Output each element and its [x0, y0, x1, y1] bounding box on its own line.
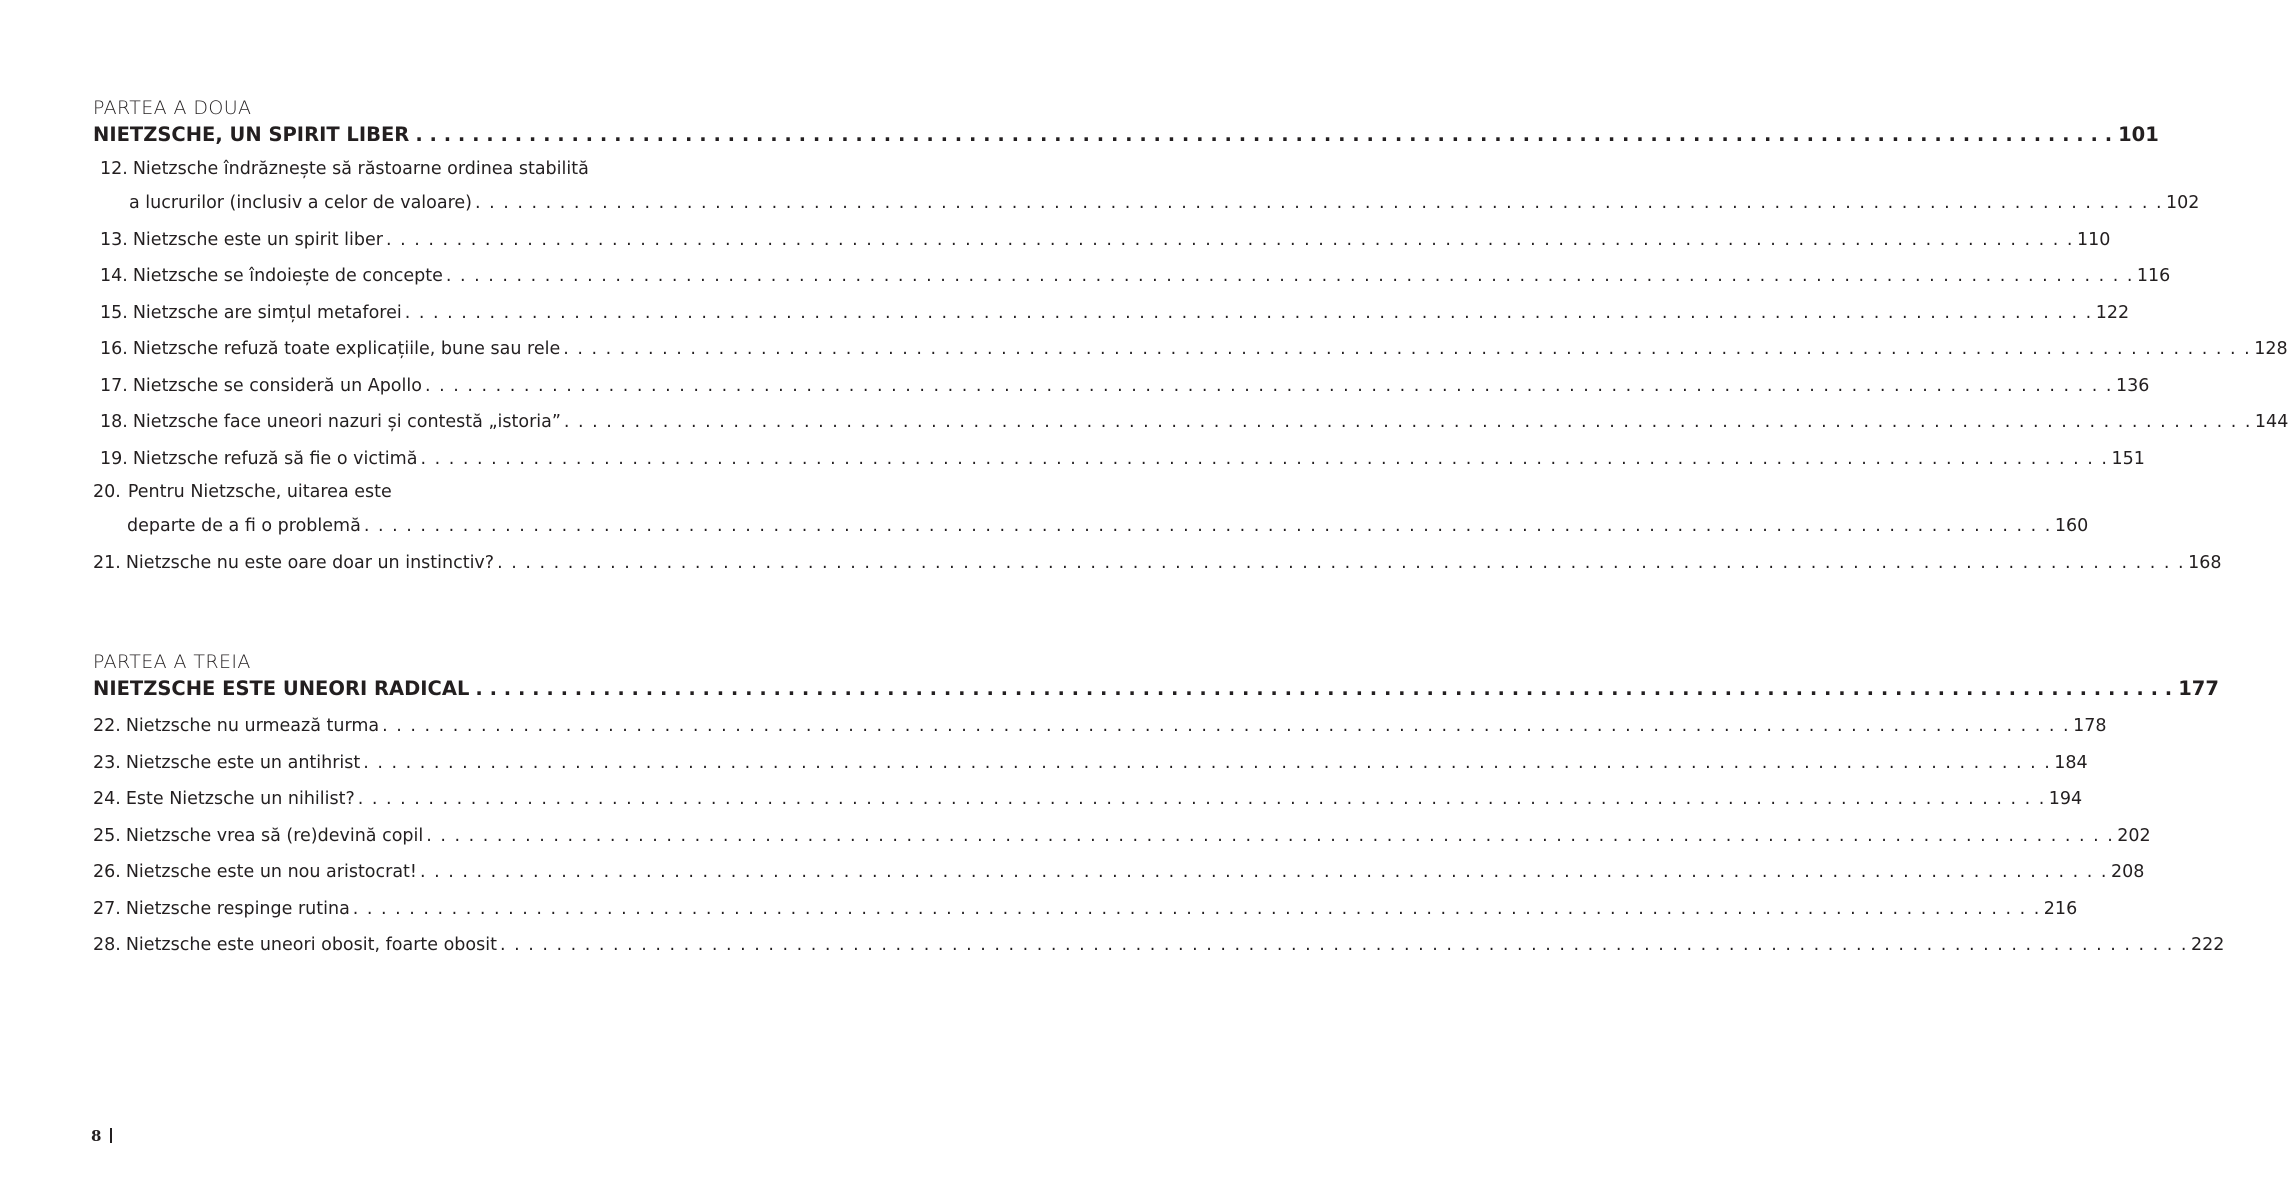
entry-title: Nietzsche face uneori nazuri și contestă „istoria”	[132, 412, 561, 432]
toc-entry-27	[93, 891, 2078, 928]
dot-leader: . . . . . . . . . . . . . . . . . . . . . . . . . . . . . . . . . . . . . . . . . . . . . . . . . . . . . . . . . . . . . . . . . . . . . . . . . . . . . . . . . . . . . . . . . . . . . . . . . . . . . . . . . . . . . . . . . . . . . . . .	[475, 677, 2173, 700]
dot-leader: . . . . . . . . . . . . . . . . . . . . . . . . . . . . . . . . . . . . . . . . . . . . . . . . . . . . . . . . . . . . . . . . . . . . . . . . . . . . . . . . . . . . . . . . . . . . . . . . . . . . . . . . . . . . . . . . . . . . . . . .	[415, 123, 2113, 146]
entry-number: 16.	[100, 339, 128, 359]
toc-entry-14	[93, 258, 2171, 295]
entry-number: 18.	[100, 412, 128, 432]
entry-title: Nietzsche respinge rutina	[125, 898, 350, 919]
entry-page: 208	[2110, 862, 2145, 882]
dot-leader: . . . . . . . . . . . . . . . . . . . . . . . . . . . . . . . . . . . . . . . . . . . . . . . . . . . . . . . . . . . . . . . . . . . . . . . . . . . . . . . . . . . . . . . . . . . . . . . . . . . . . . . . . . . . . . . . . . . . . . . .	[499, 935, 2188, 955]
dot-leader: . . . . . . . . . . . . . . . . . . . . . . . . . . . . . . . . . . . . . . . . . . . . . . . . . . . . . . . . . . . . . . . . . . . . . . . . . . . . . . . . . . . . . . . . . . . . . . . . . . . . . . . . . . . . . . . . . . . . . . . .	[419, 862, 2108, 882]
entry-page: 168	[2188, 552, 2222, 573]
page-folio	[91, 1126, 112, 1146]
page-number: 8	[91, 1127, 102, 1145]
toc-part-three	[93, 650, 2225, 964]
entry-page: 151	[2111, 448, 2145, 469]
toc-part-two	[93, 96, 2288, 581]
entry-title: Este Nietzsche un nihilist?	[125, 789, 355, 809]
dot-leader: . . . . . . . . . . . . . . . . . . . . . . . . . . . . . . . . . . . . . . . . . . . . . . . . . . . . . . . . . . . . . . . . . . . . . . . . . . . . . . . . . . . . . . . . . . . . . . . . . . . . . . . . . . . . . . . . . . . . . . . .	[426, 825, 2115, 846]
entry-page: 194	[2048, 789, 2083, 809]
dot-leader: . . . . . . . . . . . . . . . . . . . . . . . . . . . . . . . . . . . . . . . . . . . . . . . . . . . . . . . . . . . . . . . . . . . . . . . . . . . . . . . . . . . . . . . . . . . . . . . . . . . . . . . . . . . . . . . . . . . . . . . .	[563, 412, 2252, 432]
dot-leader: . . . . . . . . . . . . . . . . . . . . . . . . . . . . . . . . . . . . . . . . . . . . . . . . . . . . . . . . . . . . . . . . . . . . . . . . . . . . . . . . . . . . . . . . . . . . . . . . . . . . . . . . . . . . . . . . . . . . . . . .	[385, 229, 2074, 250]
dot-leader: . . . . . . . . . . . . . . . . . . . . . . . . . . . . . . . . . . . . . . . . . . . . . . . . . . . . . . . . . . . . . . . . . . . . . . . . . . . . . . . . . . . . . . . . . . . . . . . . . . . . . . . . . . . . . . . . . . . . . . . .	[497, 552, 2186, 573]
entry-page: 160	[2054, 516, 2089, 536]
toc-entry-26	[93, 854, 2145, 891]
entry-number: 14.	[100, 266, 128, 286]
entry-number: 19.	[100, 448, 128, 469]
toc-entry-15	[93, 295, 2130, 332]
entry-number: 21.	[93, 552, 121, 573]
entry-title: Nietzsche îndrăznește să răstoarne ordinea stabilită	[132, 159, 589, 179]
dot-leader: . . . . . . . . . . . . . . . . . . . . . . . . . . . . . . . . . . . . . . . . . . . . . . . . . . . . . . . . . . . . . . . . . . . . . . . . . . . . . . . . . . . . . . . . . . . . . . . . . . . . . . . . . . . . . . . . . . . . . . . .	[404, 302, 2093, 323]
dot-leader: . . . . . . . . . . . . . . . . . . . . . . . . . . . . . . . . . . . . . . . . . . . . . . . . . . . . . . . . . . . . . . . . . . . . . . . . . . . . . . . . . . . . . . . . . . . . . . . . . . . . . . . . . . . . . . . . . . . . . . . .	[445, 266, 2134, 286]
entry-page: 110	[2076, 229, 2111, 250]
toc-entry-12-line2	[93, 185, 2200, 222]
dot-leader: . . . . . . . . . . . . . . . . . . . . . . . . . . . . . . . . . . . . . . . . . . . . . . . . . . . . . . . . . . . . . . . . . . . . . . . . . . . . . . . . . . . . . . . . . . . . . . . . . . . . . . . . . . . . . . . . . . . . . . . .	[352, 898, 2041, 919]
dot-leader: . . . . . . . . . . . . . . . . . . . . . . . . . . . . . . . . . . . . . . . . . . . . . . . . . . . . . . . . . . . . . . . . . . . . . . . . . . . . . . . . . . . . . . . . . . . . . . . . . . . . . . . . . . . . . . . . . . . . . . . .	[363, 752, 2052, 773]
entry-title: Nietzsche nu urmează turma	[125, 716, 380, 736]
entry-number: 27.	[93, 898, 121, 919]
dot-leader: . . . . . . . . . . . . . . . . . . . . . . . . . . . . . . . . . . . . . . . . . . . . . . . . . . . . . . . . . . . . . . . . . . . . . . . . . . . . . . . . . . . . . . . . . . . . . . . . . . . . . . . . . . . . . . . . . . . . . . . .	[420, 448, 2109, 469]
entry-title: Nietzsche este un nou aristocrat!	[125, 862, 417, 882]
toc-entry-23	[93, 745, 2088, 782]
entry-page: 184	[2054, 752, 2088, 773]
entry-title: Nietzsche refuză să fie o victimă	[132, 448, 418, 469]
entry-title: Nietzsche nu este oare doar un instinctiv?	[125, 552, 495, 573]
part-title-page: 177	[2178, 677, 2219, 700]
entry-page: 222	[2190, 935, 2225, 955]
part-title-text: NIETZSCHE ESTE UNEORI RADICAL	[93, 677, 470, 700]
entry-page: 122	[2095, 302, 2130, 323]
part-title	[93, 674, 2219, 704]
entry-number: 25.	[93, 825, 121, 846]
dot-leader: . . . . . . . . . . . . . . . . . . . . . . . . . . . . . . . . . . . . . . . . . . . . . . . . . . . . . . . . . . . . . . . . . . . . . . . . . . . . . . . . . . . . . . . . . . . . . . . . . . . . . . . . . . . . . . . . . . . . . . . .	[363, 516, 2052, 536]
dot-leader: . . . . . . . . . . . . . . . . . . . . . . . . . . . . . . . . . . . . . . . . . . . . . . . . . . . . . . . . . . . . . . . . . . . . . . . . . . . . . . . . . . . . . . . . . . . . . . . . . . . . . . . . . . . . . . . . . . . . . . . .	[563, 339, 2252, 359]
entry-title: Nietzsche refuză toate explicațiile, bune sau rele	[132, 339, 561, 359]
part-title-text: NIETZSCHE, UN SPIRIT LIBER	[93, 123, 410, 146]
toc-entry-20-line1	[93, 477, 666, 508]
entry-page: 178	[2073, 716, 2107, 736]
entry-number: 26.	[93, 862, 121, 882]
entry-title: Nietzsche este un antihrist	[125, 752, 361, 773]
entry-title: Nietzsche se consideră un Apollo	[132, 375, 422, 396]
entry-page: 136	[2115, 375, 2150, 396]
entry-number: 28.	[93, 935, 121, 955]
entry-title: Pentru Nietzsche, uitarea este	[127, 482, 392, 502]
part-title	[93, 120, 2159, 150]
part-label: PARTEA A DOUA	[93, 97, 252, 119]
toc-entry-22	[93, 708, 2107, 745]
entry-title-continued: a lucrurilor (inclusiv a celor de valoare)	[129, 193, 473, 213]
toc-entry-18	[93, 404, 2288, 441]
toc-entry-12-line1	[93, 154, 666, 185]
part-title-page: 101	[2118, 123, 2159, 146]
dot-leader: . . . . . . . . . . . . . . . . . . . . . . . . . . . . . . . . . . . . . . . . . . . . . . . . . . . . . . . . . . . . . . . . . . . . . . . . . . . . . . . . . . . . . . . . . . . . . . . . . . . . . . . . . . . . . . . . . . . . . . . .	[357, 789, 2046, 809]
entry-number: 12.	[100, 159, 128, 179]
toc-entry-13	[93, 222, 2111, 259]
toc-entry-19	[93, 441, 2145, 478]
entry-title: Nietzsche este uneori obosit, foarte obosit	[125, 935, 497, 955]
entry-title: Nietzsche se îndoiește de concepte	[132, 266, 443, 286]
entry-title-continued: departe de a fi o problemă	[127, 516, 361, 536]
toc-entry-21	[93, 545, 2222, 582]
toc-entry-28	[93, 927, 2225, 964]
entry-page: 144	[2254, 412, 2288, 432]
entry-number: 23.	[93, 752, 121, 773]
folio-divider	[110, 1128, 112, 1143]
entry-number: 15.	[100, 302, 128, 323]
entry-number: 13.	[100, 229, 128, 250]
entry-title: Nietzsche vrea să (re)devină copil	[125, 825, 424, 846]
dot-leader: . . . . . . . . . . . . . . . . . . . . . . . . . . . . . . . . . . . . . . . . . . . . . . . . . . . . . . . . . . . . . . . . . . . . . . . . . . . . . . . . . . . . . . . . . . . . . . . . . . . . . . . . . . . . . . . . . . . . . . . .	[382, 716, 2071, 736]
dot-leader: . . . . . . . . . . . . . . . . . . . . . . . . . . . . . . . . . . . . . . . . . . . . . . . . . . . . . . . . . . . . . . . . . . . . . . . . . . . . . . . . . . . . . . . . . . . . . . . . . . . . . . . . . . . . . . . . . . . . . . . .	[475, 193, 2164, 213]
part-label: PARTEA A TREIA	[93, 651, 251, 673]
entry-number: 17.	[100, 375, 128, 396]
toc-entry-20-line2	[93, 508, 2089, 545]
toc-entry-25	[93, 818, 2151, 855]
entry-page: 116	[2136, 266, 2171, 286]
entry-page: 202	[2117, 825, 2151, 846]
entry-number: 22.	[93, 716, 121, 736]
entry-page: 128	[2254, 339, 2288, 359]
entry-title: Nietzsche are simțul metaforei	[132, 302, 402, 323]
entry-page: 216	[2043, 898, 2078, 919]
entry-number: 24.	[93, 789, 121, 809]
toc-entry-24	[93, 781, 2083, 818]
dot-leader: . . . . . . . . . . . . . . . . . . . . . . . . . . . . . . . . . . . . . . . . . . . . . . . . . . . . . . . . . . . . . . . . . . . . . . . . . . . . . . . . . . . . . . . . . . . . . . . . . . . . . . . . . . . . . . . . . . . . . . . .	[424, 375, 2113, 396]
toc-entry-16	[93, 331, 2288, 368]
entry-title: Nietzsche este un spirit liber	[132, 229, 383, 250]
toc-entry-17	[93, 368, 2150, 405]
entry-page: 102	[2166, 193, 2200, 213]
entry-number: 20.	[93, 482, 121, 502]
